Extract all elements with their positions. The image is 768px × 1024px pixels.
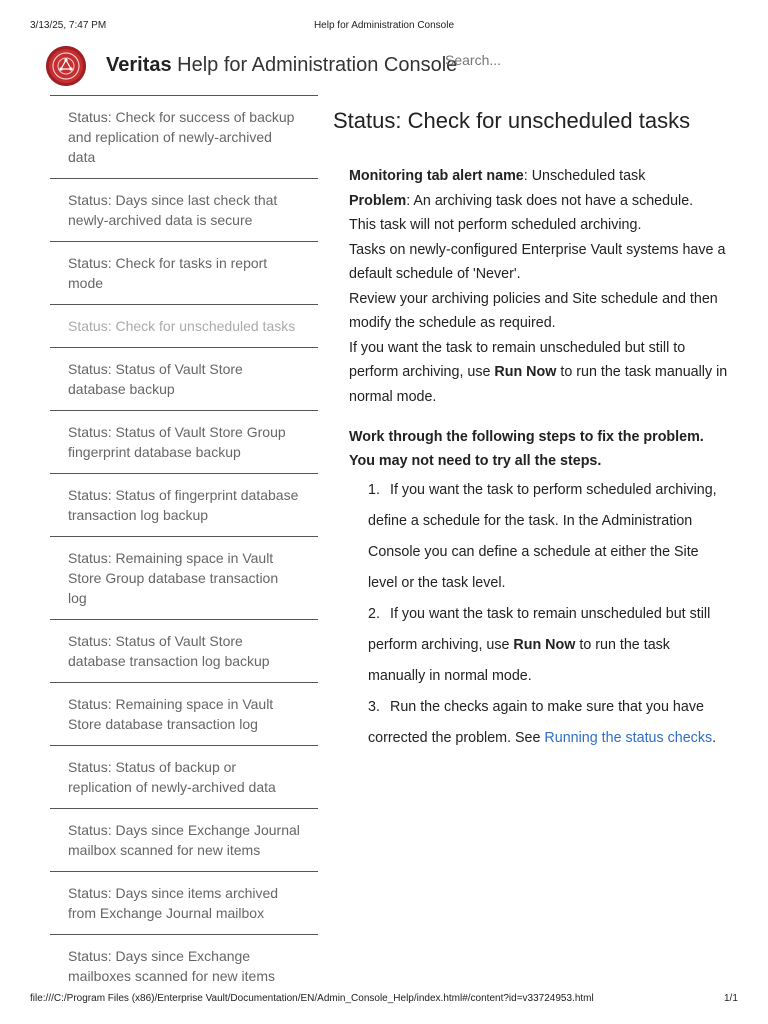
sidebar-item[interactable]: Status: Status of Vault Store database backup — [50, 347, 318, 410]
step-text-post: to run the task manually in normal mode. — [368, 637, 670, 684]
sidebar-item[interactable]: Status: Status of Vault Store database transaction log backup — [50, 619, 318, 682]
steps-intro: Work through the following steps to fix the problem. You may not need to try all the steps. — [349, 429, 704, 469]
info-line: Tasks on newly-configured Enterprise Vault systems have a default schedule of 'Never'. — [349, 241, 726, 282]
site-header — [0, 44, 768, 90]
step-item — [368, 475, 728, 599]
page-title: Status: Check for unscheduled tasks — [333, 108, 691, 133]
run-now-label: Run Now — [494, 364, 557, 380]
info-line: Review your archiving policies and Site schedule and then modify the schedule as required. — [349, 290, 718, 331]
step-text-pre: If you want the task to remain unscheduled but still perform archiving, use — [368, 606, 711, 653]
brand-subtitle: Help for Administration Console — [171, 54, 458, 76]
sidebar-item[interactable]: Status: Remaining space in Vault Store database transaction log — [50, 682, 318, 745]
print-header — [0, 0, 768, 40]
sidebar-item[interactable]: Status: Status of Vault Store Group fingerprint database backup — [50, 410, 318, 473]
steps-list — [333, 475, 728, 754]
sidebar-item[interactable]: Status: Check for tasks in report mode — [50, 241, 318, 304]
alert-value: : Unscheduled task — [523, 168, 646, 184]
problem-line — [349, 189, 728, 214]
step-number: 1. — [368, 482, 380, 498]
step-number: 3. — [368, 699, 380, 715]
main-content — [333, 108, 728, 754]
step-number: 2. — [368, 606, 380, 622]
step-item — [368, 692, 728, 754]
sidebar-nav — [50, 95, 318, 997]
sidebar-item[interactable]: Status: Days since Exchange mailboxes scanned for new items — [50, 934, 318, 997]
run-now-label: Run Now — [513, 637, 576, 653]
print-page-number: 1/1 — [724, 993, 738, 1004]
sidebar-item[interactable]: Status: Status of backup or replication of newly-archived data — [50, 745, 318, 808]
sidebar-item[interactable]: Status: Days since items archived from Exchange Journal mailbox — [50, 871, 318, 934]
alert-name-line — [349, 164, 728, 189]
run-now-post: to run the task manually in normal mode. — [349, 364, 728, 405]
info-line: This task will not perform scheduled archiving. — [349, 217, 642, 233]
brand-name: Veritas — [106, 54, 172, 76]
step-item — [368, 599, 728, 692]
sidebar-item[interactable]: Status: Check for unscheduled tasks — [50, 304, 318, 347]
search-input[interactable] — [445, 52, 555, 68]
print-title: Help for Administration Console — [313, 20, 455, 31]
sidebar-item[interactable]: Status: Days since Exchange Journal mailbox scanned for new items — [50, 808, 318, 871]
problem-text: : An archiving task does not have a schedule. — [406, 192, 694, 209]
sidebar-item[interactable]: Status: Check for success of backup and replication of newly-archived data — [50, 95, 318, 178]
problem-label: Problem — [349, 192, 407, 209]
step-text-post: . — [712, 730, 717, 746]
veritas-logo-icon[interactable] — [46, 46, 86, 86]
running-status-checks-link[interactable]: Running the status checks — [544, 730, 713, 746]
site-title[interactable] — [106, 54, 457, 77]
print-url: file:///C:/Program Files (x86)/Enterprise Vault/Documentation/EN/Admin_Console_Help/index.html#/content?id=v33724953.html — [30, 993, 594, 1004]
sidebar-item[interactable]: Status: Status of fingerprint database transaction log backup — [50, 473, 318, 536]
step-text: If you want the task to perform scheduled archiving, define a schedule for the task. In the Administration Console you can define a schedule at either the Site level or the task level. — [368, 482, 717, 591]
print-datetime: 3/13/25, 7:47 PM — [30, 20, 107, 31]
run-now-line — [349, 336, 728, 410]
sidebar-item[interactable]: Status: Remaining space in Vault Store Group database transaction log — [50, 536, 318, 619]
step-text-pre: Run the checks again to make sure that you have corrected the problem. See — [368, 699, 704, 746]
sidebar-item[interactable]: Status: Days since last check that newly-archived data is secure — [50, 178, 318, 241]
run-now-pre: If you want the task to remain unscheduled but still to perform archiving, use — [349, 339, 686, 380]
alert-label: Monitoring tab alert name — [349, 168, 524, 184]
